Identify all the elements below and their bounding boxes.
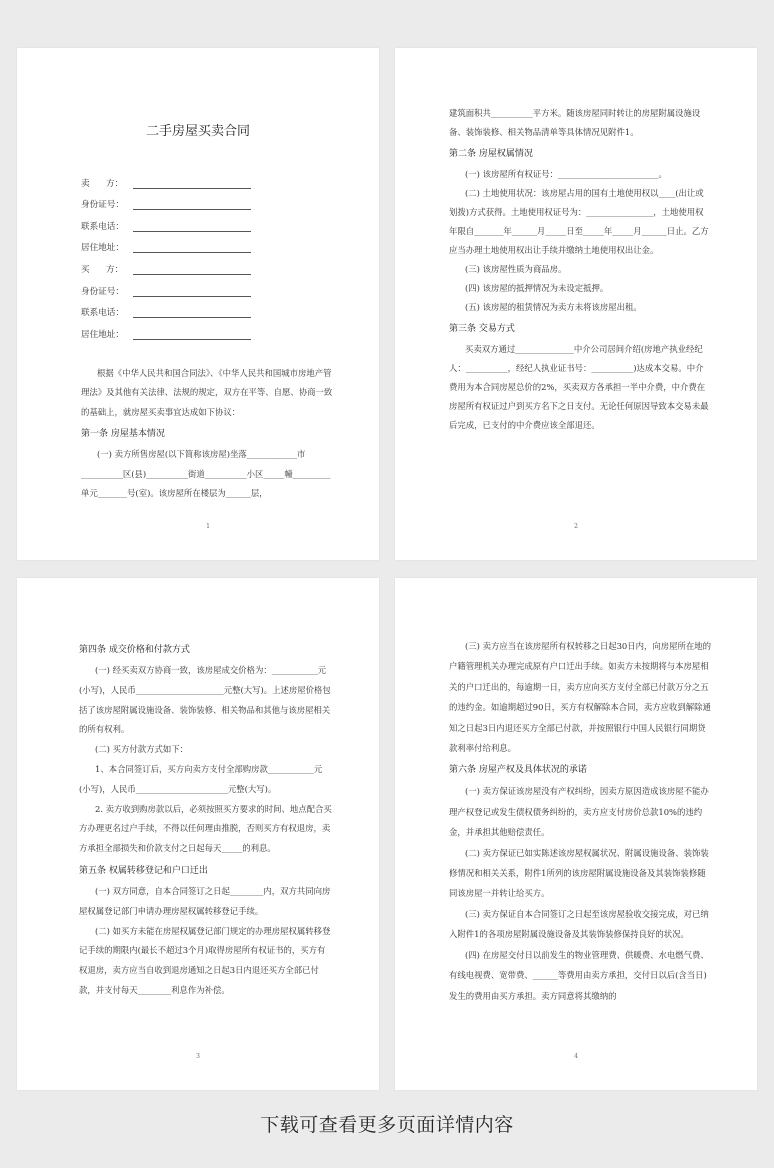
paragraph: (三) 卖方保证自本合同签订之日起至该房屋验收交接完成，对已纳入附件1的各项房屋附属设施设备及其装饰装修保持良好的状况。: [449, 908, 709, 940]
contract-title: 二手房屋买卖合同: [145, 124, 250, 139]
blank-line: [133, 308, 251, 318]
blank-line: [133, 222, 251, 232]
field-label: 身份证号：: [81, 200, 124, 211]
paragraph: 1、本合同签订后，买方向卖方支付全部购房款___________元(小写)，人民币______________________元整(大写)。: [79, 763, 323, 794]
paragraph: 买卖双方通过______________中介公司居间介绍(房地产执业经纪人：__________，经纪人执业证书号：__________)达成本交易。中介费用为本合同房屋总价的2%，买卖双方各承担一半中介费，中介费在房屋所有权证过户到买方名下之日支付。无论任何原因导致本交易未最后完成，已支付的中介费应该全部退还。: [449, 344, 709, 430]
paragraph: (一) 经买卖双方协商一致，该房屋成交价格为：___________元(小写)，人民币_____________________元整(大写)。上述房屋价格包括了该房屋附属设施设备、装饰装修、相关物品和其他与该房屋相关的所有权利。: [79, 665, 331, 735]
blank-line: [133, 243, 251, 253]
party-info-list: [81, 167, 335, 340]
paragraph: (二) 如买方未能在房屋权属登记部门规定的办理房屋权属转移登记手续的期限内(最长不超过3个月)取得房屋所有权证书的，买方有权退房，卖方应当自收到退房通知之日起3日内退还买方全部已付款，并支付每天________利息作为补偿。: [79, 925, 331, 995]
field-label: 买 方：: [81, 264, 124, 275]
section-heading: 第四条 成交价格和付款方式: [79, 645, 190, 655]
party-field: [81, 253, 335, 275]
blank-line: [133, 287, 251, 297]
section-heading: 第六条 房屋产权及具体状况的承诺: [449, 765, 587, 776]
document-page-3: [17, 578, 379, 1090]
paragraph: (一) 卖方保证该房屋没有产权纠纷，因卖方原因造成该房屋不能办理产权登记或发生债权债务纠纷的，卖方应支付房价总款10%的违约金，并承担其他赔偿责任。: [449, 786, 709, 838]
blank-line: [133, 200, 251, 210]
page-number: 3: [196, 1053, 200, 1060]
blank-line: [133, 265, 251, 275]
field-label: 联系电话：: [81, 308, 124, 319]
party-field: [81, 297, 335, 319]
field-label: 居住地址：: [81, 243, 124, 254]
page2-body: [449, 104, 711, 435]
page1-body: [81, 364, 335, 504]
paragraph: (一) 双方同意，自本合同签订之日起________内，双方共同向房屋权属登记部门申请办理房屋权属转移登记手续。: [79, 885, 331, 916]
paragraph: 2. 卖方收到购房款以后，必须按照买方要求的时间、地点配合买方办理更名过户手续，不得以任何理由推脱，否则买方有权退房，卖方承担全部损失和价款支付之日起每天_____的利息。: [79, 803, 332, 854]
field-label: 居住地址：: [81, 329, 124, 340]
section-heading: 第一条 房屋基本情况: [81, 429, 165, 440]
paragraph: (二) 土地使用状况：该房屋占用的国有土地使用权以____(出让或划拨)方式获得。土地使用权证号为：________________，土地使用权年限自_______年______月_____日至_____年_____月______日止。乙方应当办理土地使用权出让手续并缴纳土地使用权出让金。: [449, 188, 709, 255]
field-label: 联系电话：: [81, 221, 124, 232]
party-field: [81, 210, 335, 232]
document-page-1: [17, 48, 379, 560]
section-heading: 第三条 交易方式: [449, 324, 515, 334]
party-field: [81, 232, 335, 254]
party-field: [81, 189, 335, 211]
paragraph: 建筑面积共__________平方米。随该房屋同时转让的房屋附属设施设备、装饰装修、相关物品清单等具体情况见附件1。: [449, 108, 701, 137]
section-text: (一) 卖方所售房屋(以下简称该房屋)坐落____________市__________区(县)__________街道__________小区_____幢_________单元_______号(室)。该房屋所在楼层为______层，: [81, 449, 331, 499]
paragraph: (三) 卖方应当在该房屋所有权转移之日起30日内，向房屋所在地的户籍管理机关办理完成原有户口迁出手续。如卖方未按期将与本房屋相关的户口迁出的，每逾期一日，卖方应向买方支付全部已付款万分之五的违约金。如逾期超过90日，买方有权解除本合同，卖方应收到解除通知之日起3日内退还买方全部已付款，并按照银行中国人民银行同期贷款利率付给利息。: [449, 641, 711, 754]
paragraph: (四) 该房屋的抵押情况为未设定抵押。: [465, 283, 609, 293]
paragraph: (二) 买方付款方式如下：: [95, 744, 188, 755]
page-number: 1: [206, 523, 210, 530]
party-field: [81, 275, 335, 297]
paragraph: (三) 该房屋性质为商品房。: [465, 264, 567, 274]
section-heading: 第二条 房屋权属情况: [449, 149, 533, 159]
paragraph: (二) 卖方保证已如实陈述该房屋权属状况、附属设施设备、装饰装修情况和相关关系，附件1所列的该房屋附属设施设备及其装饰装修随同该房屋一并转让给买方。: [449, 847, 709, 899]
field-label: 卖 方：: [81, 178, 124, 189]
party-field: [81, 318, 335, 340]
paragraph: (一) 该房屋所有权证号：________________________。: [465, 169, 667, 179]
section-heading: 第五条 权属转移登记和户口迁出: [79, 865, 208, 876]
page4-body: [449, 636, 711, 1006]
page-number: 4: [574, 1053, 578, 1060]
page3-body: [79, 641, 333, 1001]
party-field: [81, 167, 335, 189]
blank-line: [133, 179, 251, 189]
document-page-2: [395, 48, 757, 560]
document-page-4: [395, 578, 757, 1090]
preamble: 根据《中华人民共和国合同法》、《中华人民共和国城市房地产管理法》及其他有关法律、法规的规定，双方在平等、自愿、协商一致的基础上，就房屋买卖事宜达成如下协议：: [81, 367, 333, 417]
page-number: 2: [574, 523, 578, 530]
paragraph: (五) 该房屋的租赁情况为卖方未将该房屋出租。: [465, 302, 642, 312]
blank-line: [133, 330, 251, 340]
field-label: 身份证号：: [81, 286, 124, 297]
download-more-caption: 下载可查看更多页面详情内容: [260, 1114, 514, 1136]
paragraph: (四) 在房屋交付日以前发生的物业管理费、供暖费、水电燃气费、有线电视费、宽带费、______等费用由卖方承担，交付日以后(含当日)发生的费用由买方承担。卖方同意将其缴纳的: [449, 949, 709, 1001]
